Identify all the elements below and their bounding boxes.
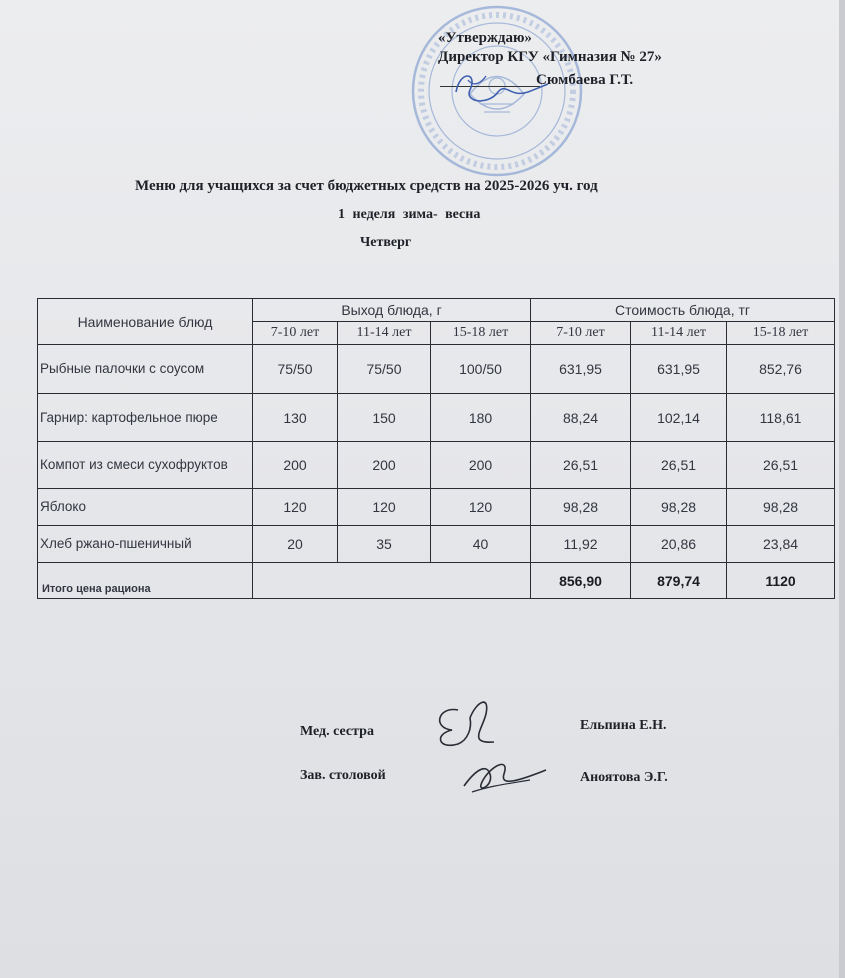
table-cell: 26,51	[631, 442, 727, 489]
age-group-header: 15-18 лет	[431, 322, 531, 345]
table-cell: 26,51	[727, 442, 835, 489]
document-title: Меню для учащихся за счет бюджетных средств на 2025-2026 уч. год	[135, 178, 598, 194]
canteen-name: Аноятова Э.Г.	[580, 770, 668, 785]
table-cell: 130	[253, 394, 338, 442]
table-cell: 75/50	[253, 345, 338, 394]
total-blank-cell	[253, 563, 531, 599]
age-group-header: 7-10 лет	[253, 322, 338, 345]
total-value: 1120	[727, 563, 835, 599]
table-row	[38, 526, 835, 563]
table-cell: 200	[431, 442, 531, 489]
table-cell: 852,76	[727, 345, 835, 394]
table-row	[38, 442, 835, 489]
day-of-week: Четверг	[360, 235, 412, 250]
director-signature-icon	[448, 62, 553, 110]
total-label: Итого цена рациона	[38, 563, 253, 599]
table-cell: 98,28	[531, 489, 631, 526]
approval-director-name: Сюмбаева Г.Т.	[536, 72, 634, 88]
age-group-header: 15-18 лет	[727, 322, 835, 345]
table-cell: 11,92	[531, 526, 631, 563]
nurse-label: Мед. сестра	[300, 724, 374, 739]
table-row	[38, 345, 835, 394]
age-group-header: 11-14 лет	[338, 322, 431, 345]
age-group-header: 7-10 лет	[531, 322, 631, 345]
table-cell: 631,95	[531, 345, 631, 394]
total-row	[38, 563, 835, 599]
table-cell: 26,51	[531, 442, 631, 489]
table-cell: 120	[338, 489, 431, 526]
table-cell: 23,84	[727, 526, 835, 563]
table-cell: 200	[338, 442, 431, 489]
table-cell: 35	[338, 526, 431, 563]
canteen-label: Зав. столовой	[300, 768, 386, 783]
dish-name: Рыбные палочки с соусом	[38, 345, 253, 394]
table-cell: 150	[338, 394, 431, 442]
approval-line-1: «Утверждаю»	[438, 30, 532, 46]
table-cell: 120	[253, 489, 338, 526]
dish-name: Гарнир: картофельное пюре	[38, 394, 253, 442]
week-season: 1 неделя зима- весна	[338, 207, 481, 222]
col-header-name: Наименование блюд	[38, 299, 253, 345]
table-cell: 40	[431, 526, 531, 563]
table-row	[38, 489, 835, 526]
col-header-output: Выход блюда, г	[253, 299, 531, 322]
menu-table	[37, 298, 835, 599]
table-cell: 98,28	[727, 489, 835, 526]
table-cell: 100/50	[431, 345, 531, 394]
dish-name: Хлеб ржано-пшеничный	[38, 526, 253, 563]
total-value: 856,90	[531, 563, 631, 599]
table-cell: 20	[253, 526, 338, 563]
dish-name: Компот из смеси сухофруктов	[38, 442, 253, 489]
table-cell: 102,14	[631, 394, 727, 442]
table-cell: 98,28	[631, 489, 727, 526]
table-cell: 75/50	[338, 345, 431, 394]
col-header-cost: Стоимость блюда, тг	[531, 299, 835, 322]
age-group-header: 11-14 лет	[631, 322, 727, 345]
dish-name: Яблоко	[38, 489, 253, 526]
table-cell: 20,86	[631, 526, 727, 563]
table-cell: 200	[253, 442, 338, 489]
table-cell: 88,24	[531, 394, 631, 442]
table-row	[38, 394, 835, 442]
nurse-name: Ельпина Е.Н.	[580, 718, 667, 733]
approval-line-2: Директор КГУ «Гимназия № 27»	[438, 49, 662, 65]
table-cell: 120	[431, 489, 531, 526]
nurse-signature-icon	[428, 688, 498, 753]
table-cell: 180	[431, 394, 531, 442]
table-cell: 118,61	[727, 394, 835, 442]
total-value: 879,74	[631, 563, 727, 599]
table-cell: 631,95	[631, 345, 727, 394]
canteen-signature-icon	[460, 752, 550, 797]
header-row-1	[38, 299, 835, 322]
paper-edge	[839, 0, 845, 978]
